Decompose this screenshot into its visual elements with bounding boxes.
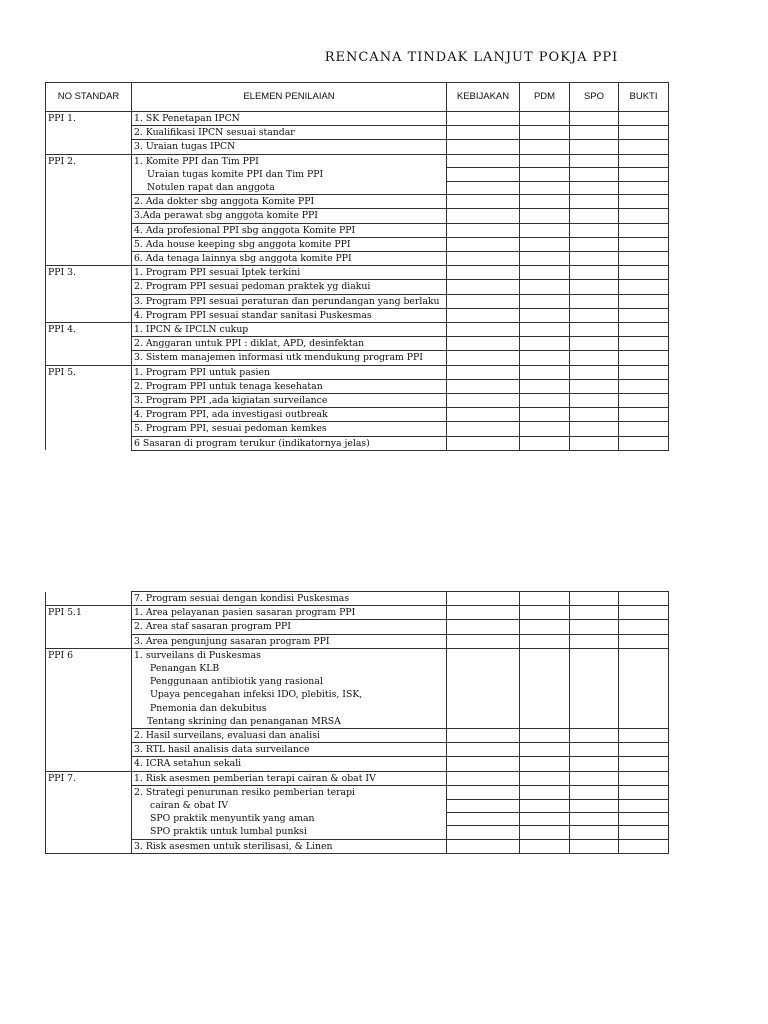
element-cell: 1. Program PPI sesuai Iptek terkini <box>132 266 447 280</box>
table-row <box>46 620 669 634</box>
standard-cell: PPI 7. <box>46 771 132 785</box>
table-row <box>46 154 669 168</box>
element-cell: 6. Ada tenaga lainnya sbg anggota komite PPI <box>132 252 447 266</box>
table-row <box>46 223 669 237</box>
table-row <box>46 675 669 688</box>
table-row <box>46 825 669 839</box>
element-cell: 2. Anggaran untuk PPI : diklat, APD, desinfektan <box>132 337 447 351</box>
element-cell: 2. Kualifikasi IPCN sesuai standar <box>132 126 447 140</box>
element-cell: 2. Strategi penurunan resiko pemberian terapi <box>132 785 447 799</box>
element-cell: Pnemonia dan dekubitus <box>132 702 447 715</box>
element-cell: 4. Ada profesional PPI sbg anggota Komite PPI <box>132 223 447 237</box>
table-row <box>46 702 669 715</box>
element-cell: 2. Program PPI untuk tenaga kesehatan <box>132 379 447 393</box>
standard-cell: PPI 5.1 <box>46 606 132 620</box>
table-row <box>46 662 669 675</box>
standard-cell: PPI 5. <box>46 365 132 379</box>
table-row <box>46 209 669 223</box>
table-row <box>46 839 669 853</box>
action-plan-table-part1 <box>45 82 669 451</box>
element-cell: 4. Program PPI sesuai standar sanitasi Puskesmas <box>132 308 447 322</box>
table-row <box>46 785 669 799</box>
table-row <box>46 408 669 422</box>
table-row <box>46 715 669 729</box>
document-title: RENCANA TINDAK LANJUT POKJA PPI <box>324 50 619 65</box>
element-cell: 3. Risk asesmen untuk sterilisasi, & Linen <box>132 839 447 853</box>
table-row <box>46 280 669 294</box>
table-row <box>46 323 669 337</box>
element-cell: 2. Ada dokter sbg anggota Komite PPI <box>132 195 447 209</box>
table-row <box>46 112 669 126</box>
element-cell: Notulen rapat dan anggota <box>132 181 447 195</box>
table-row <box>46 140 669 154</box>
header-pdm: PDM <box>520 83 570 112</box>
element-cell: 1. SK Penetapan IPCN <box>132 112 447 126</box>
element-cell: 2. Program PPI sesuai pedoman praktek yg diakui <box>132 280 447 294</box>
element-cell: Uraian tugas komite PPI dan Tim PPI <box>132 168 447 181</box>
table-row <box>46 337 669 351</box>
header-spo: SPO <box>570 83 619 112</box>
standard-cell: PPI 4. <box>46 323 132 337</box>
table-row <box>46 812 669 825</box>
table-row <box>46 181 669 195</box>
table-row <box>46 379 669 393</box>
table-row <box>46 195 669 209</box>
element-cell: 2. Hasil surveilans, evaluasi dan analisi <box>132 729 447 743</box>
element-cell: 3. Uraian tugas IPCN <box>132 140 447 154</box>
element-cell: 1. IPCN & IPCLN cukup <box>132 323 447 337</box>
standard-cell: PPI 3. <box>46 266 132 280</box>
table-row <box>46 634 669 648</box>
table-row <box>46 365 669 379</box>
element-cell: 3.Ada perawat sbg anggota komite PPI <box>132 209 447 223</box>
element-cell: 3. Program PPI sesuai peraturan dan perundangan yang berlaku <box>132 294 447 308</box>
table-row <box>46 688 669 701</box>
element-cell: 3. Sistem manajemen informasi utk mendukung program PPI <box>132 351 447 365</box>
table-row <box>46 168 669 181</box>
header-bukti: BUKTI <box>619 83 669 112</box>
standard-cell: PPI 1. <box>46 112 132 126</box>
standard-cell: PPI 6 <box>46 648 132 662</box>
element-cell: cairan & obat IV <box>132 799 447 812</box>
table-row <box>46 771 669 785</box>
element-cell: Penggunaan antibiotik yang rasional <box>132 675 447 688</box>
table-row <box>46 126 669 140</box>
table-row <box>46 799 669 812</box>
action-plan-table-part2 <box>45 591 669 854</box>
standard-cell: PPI 2. <box>46 154 132 168</box>
element-cell: 1. Komite PPI dan Tim PPI <box>132 154 447 168</box>
element-cell: 1. Program PPI untuk pasien <box>132 365 447 379</box>
header-no-standar: NO STANDAR <box>46 83 132 112</box>
element-cell: Penangan KLB <box>132 662 447 675</box>
table-row <box>46 592 669 606</box>
table-row <box>46 351 669 365</box>
table-row <box>46 266 669 280</box>
element-cell: 1. surveilans di Puskesmas <box>132 648 447 662</box>
table-row <box>46 436 669 450</box>
element-cell: 3. RTL hasil analisis data surveilance <box>132 743 447 757</box>
table-row <box>46 252 669 266</box>
element-cell: 6 Sasaran di program terukur (indikatornya jelas) <box>132 436 447 450</box>
table-row <box>46 606 669 620</box>
element-cell: 5. Ada house keeping sbg anggota komite PPI <box>132 237 447 251</box>
table-row <box>46 394 669 408</box>
table-row <box>46 294 669 308</box>
element-cell: 7. Program sesuai dengan kondisi Puskesmas <box>132 592 447 606</box>
element-cell: 3. Area pengunjung sasaran program PPI <box>132 634 447 648</box>
element-cell: Tentang skrining dan penanganan MRSA <box>132 715 447 729</box>
table-row <box>46 729 669 743</box>
element-cell: Upaya pencegahan infeksi IDO, plebitis, ISK, <box>132 688 447 701</box>
element-cell: 3. Program PPI ,ada kigiatan surveilance <box>132 394 447 408</box>
table-row <box>46 743 669 757</box>
table-header <box>46 83 669 112</box>
element-cell: 2. Area staf sasaran program PPI <box>132 620 447 634</box>
element-cell: 1. Risk asesmen pemberian terapi cairan & obat IV <box>132 771 447 785</box>
element-cell: SPO praktik menyuntik yang aman <box>132 812 447 825</box>
element-cell: 4. ICRA setahun sekali <box>132 757 447 771</box>
table-row <box>46 237 669 251</box>
table-row <box>46 308 669 322</box>
element-cell: 5. Program PPI, sesuai pedoman kemkes <box>132 422 447 436</box>
element-cell: 4. Program PPI, ada investigasi outbreak <box>132 408 447 422</box>
header-kebijakan: KEBIJAKAN <box>447 83 520 112</box>
table-row <box>46 422 669 436</box>
table-row <box>46 757 669 771</box>
element-cell: SPO praktik untuk lumbal punksi <box>132 825 447 839</box>
header-elemen-penilaian: ELEMEN PENILAIAN <box>132 83 447 112</box>
element-cell: 1. Area pelayanan pasien sasaran program PPI <box>132 606 447 620</box>
table-row <box>46 648 669 662</box>
